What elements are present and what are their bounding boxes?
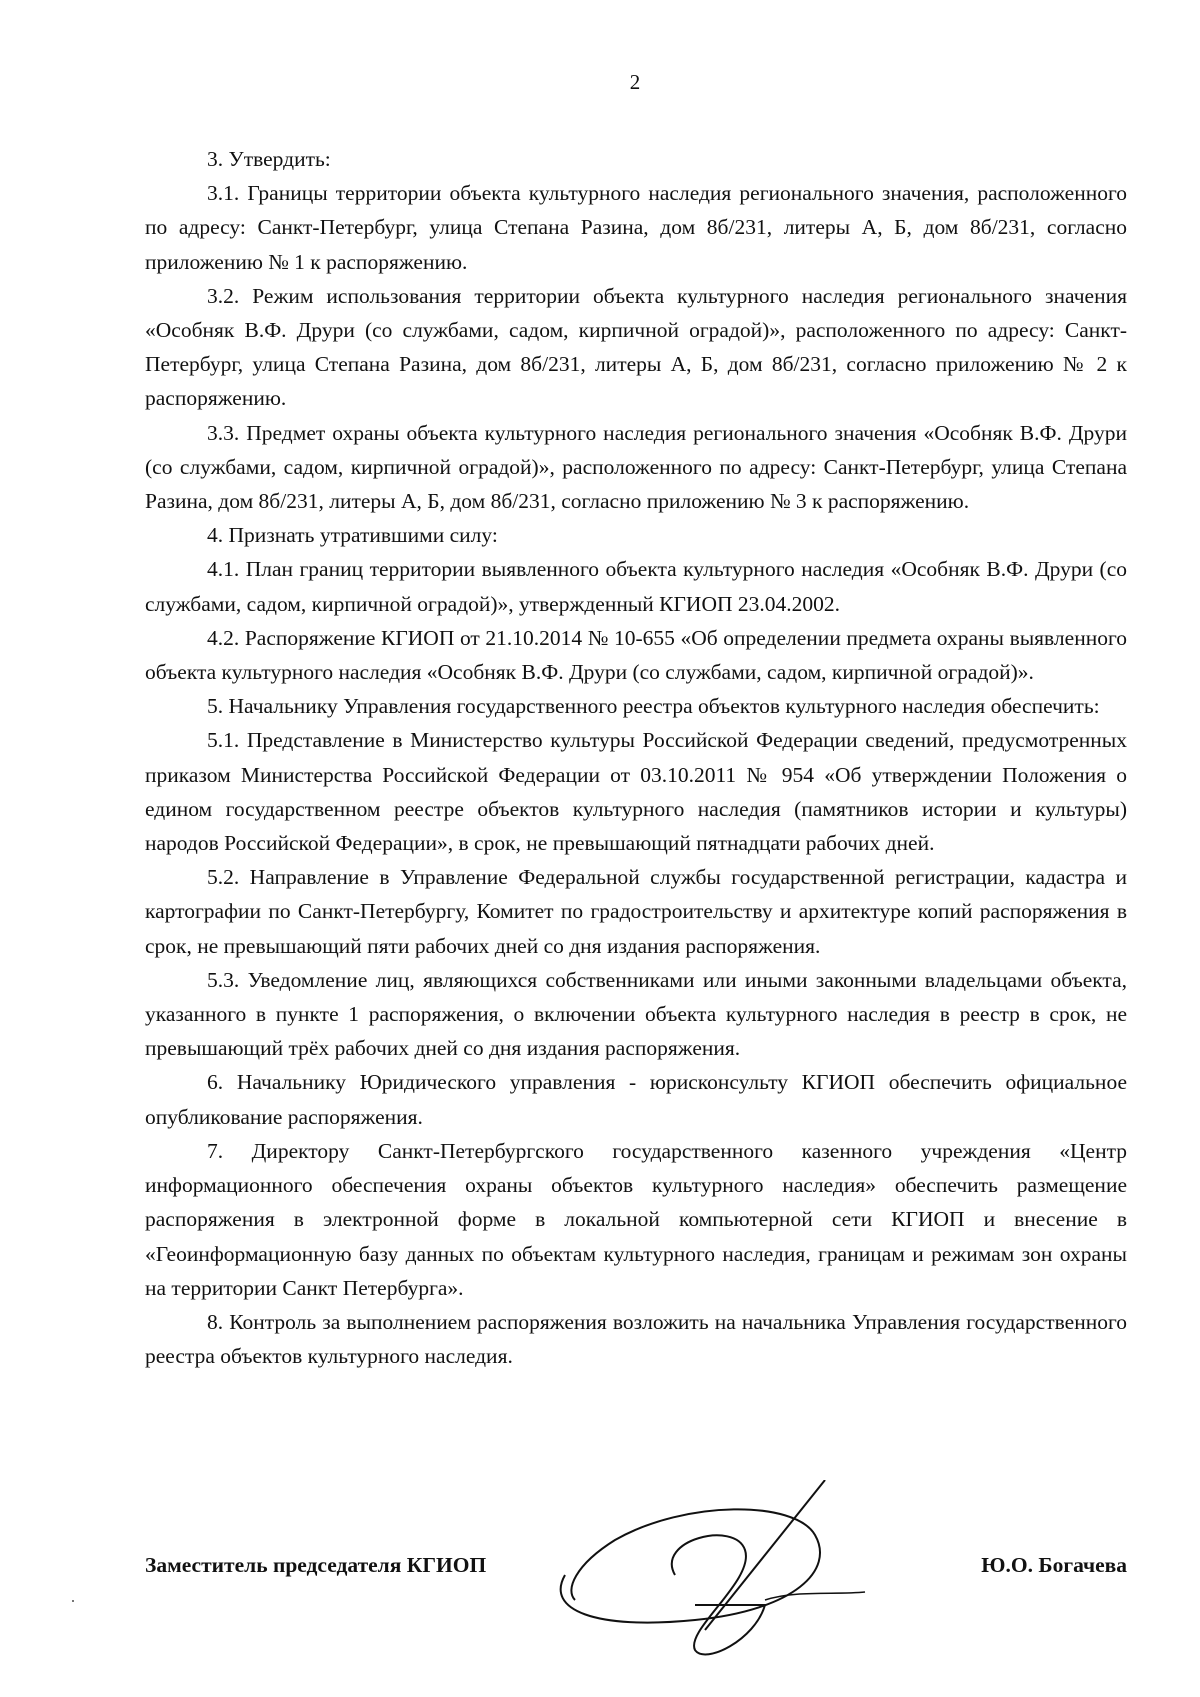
signatory-position: Заместитель председателя КГИОП <box>145 1553 487 1577</box>
paragraph-3-1: 3.1. Границы территории объекта культурного наследия регионального значения, расположенного по адресу: Санкт-Петербург, улица Степана Разина, дом 8б/231, литеры А, Б, дом 8б/231, согласно приложению № 1 к распоряжению. <box>145 181 1127 274</box>
paragraph-6: 6. Начальнику Юридического управления - юрисконсульту КГИОП обеспечить официальное опубликование распоряжения. <box>145 1070 1127 1129</box>
paragraph-4-1: 4.1. План границ территории выявленного объекта культурного наследия «Особняк В.Ф. Друри (со службами, садом, кирпичной оградой)», утвержденный КГИОП 23.04.2002. <box>145 557 1127 616</box>
paragraph-8: 8. Контроль за выполнением распоряжения возложить на начальника Управления государственного реестра объектов культурного наследия. <box>145 1309 1127 1369</box>
paragraph-5-1: 5.1. Представление в Министерство культуры Российской Федерации сведений, предусмотренных приказом Министерства Российской Федерации от 03.10.2011 № 954 «Об утверждении Положения о едином государственном реестре объектов культурного наследия (памятников истории и культуры) народов Российской Федерации», в срок, не превышающий пятнадцати рабочих дней. <box>145 728 1127 856</box>
handwritten-signature <box>535 1480 915 1670</box>
paragraph-5-3: 5.3. Уведомление лиц, являющихся собственниками или иными законными владельцами объекта, указанного в пункте 1 распоряжения, о включении объекта культурного наследия в реестр в срок, не превышающий трёх рабочих дней со дня издания распоряжения. <box>145 967 1127 1061</box>
page-number: 2 <box>629 70 641 94</box>
paragraph-5: 5. Начальнику Управления государственного реестра объектов культурного наследия обеспечить: <box>207 694 1100 719</box>
paragraph-7: 7. Директору Санкт-Петербургского государственного казенного учреждения «Центр информационного обеспечения охраны объектов культурного наследия» обеспечить размещение распоряжения в электронной форме в локальной компьютерной сети КГИОП и внесение в «Геоинформационную базу данных по объектам культурного наследия, границам и режимам зон охраны на территории Санкт Петербурга». <box>145 1138 1127 1300</box>
paragraph-3-2: 3.2. Режим использования территории объекта культурного наследия регионального значения «Особняк В.Ф. Друри (со службами, садом, кирпичной оградой)», расположенного по адресу: Санкт-Петербург, улица Степана Разина, дом 8б/231, литеры А, Б, дом 8б/231, согласно приложению № 2 к распоряжению. <box>145 283 1127 411</box>
paragraph-4: 4. Признать утратившими силу: <box>207 523 498 548</box>
paragraph-4-2: 4.2. Распоряжение КГИОП от 21.10.2014 № 10-655 «Об определении предмета охраны выявленного объекта культурного наследия «Особняк В.Ф. Друри (со службами, садом, кирпичной оградой)». <box>145 625 1127 685</box>
scan-speck <box>72 1600 74 1602</box>
document-body <box>145 142 1127 1373</box>
signatory-name: Ю.О. Богачева <box>981 1553 1127 1577</box>
paragraph-5-2: 5.2. Направление в Управление Федеральной службы государственной регистрации, кадастра и картографии по Санкт-Петербургу, Комитет по градостроительству и архитектуре копий распоряжения в срок, не превышающий пяти рабочих дней со дня издания распоряжения. <box>145 865 1127 958</box>
paragraph-3: 3. Утвердить: <box>207 147 331 171</box>
paragraph-3-3: 3.3. Предмет охраны объекта культурного наследия регионального значения «Особняк В.Ф. Друри (со службами, садом, кирпичной оградой)», расположенного по адресу: Санкт-Петербург, улица Степана Разина, дом 8б/231, литеры А, Б, дом 8б/231, согласно приложению № 3 к распоряжению. <box>145 420 1127 514</box>
